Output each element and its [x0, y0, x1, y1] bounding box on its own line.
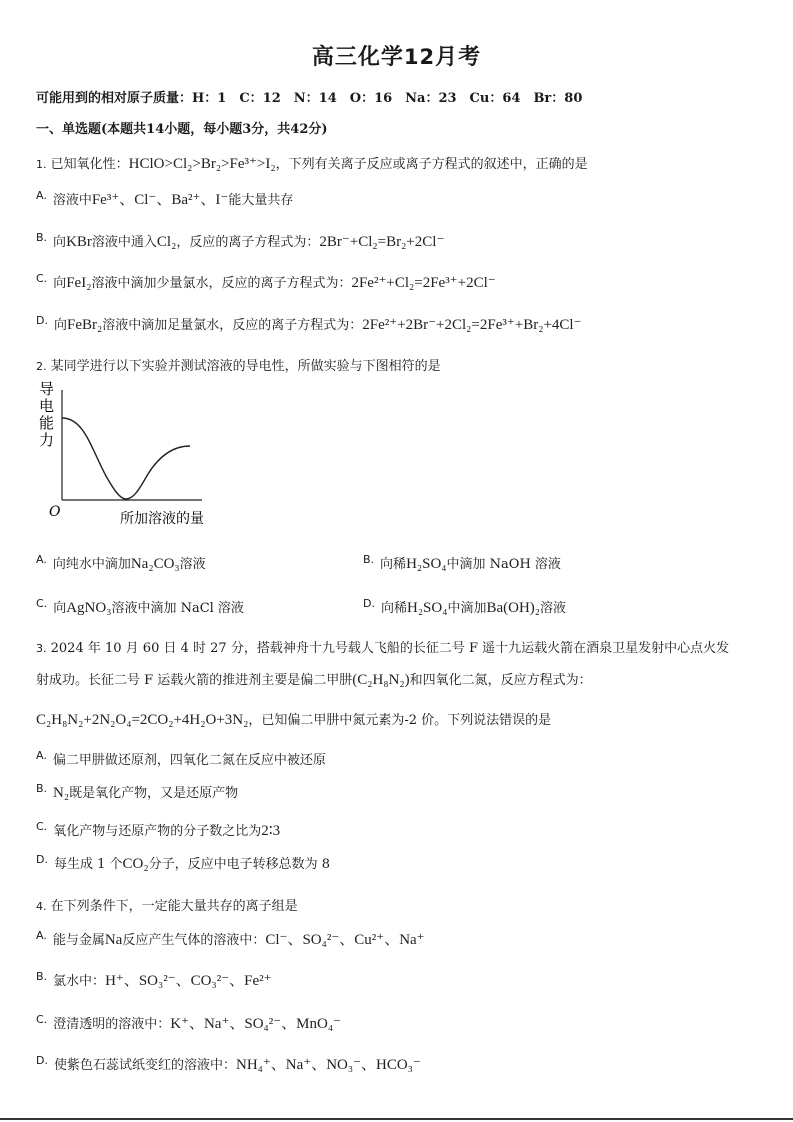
option-label: B. — [36, 970, 48, 983]
option-label: A. — [36, 929, 47, 942]
title-month: 12 — [403, 45, 436, 69]
q4-option-c — [36, 1012, 341, 1033]
option-text: 向纯水中滴加 — [52, 557, 131, 572]
graph-ylabel-3: 能 — [39, 414, 55, 432]
question-2 — [36, 355, 441, 374]
option-label: C. — [36, 1013, 48, 1026]
graph-ylabel-2: 电 — [39, 397, 55, 415]
question-stem-line-3: ，已知偏二甲肼中氮元素为-2 价。下列说法错误的是 — [248, 713, 552, 728]
graph-origin: O — [49, 504, 61, 520]
option-formula: H₂SO₄ — [406, 556, 447, 572]
q3-line-2 — [36, 669, 592, 689]
option-label: D. — [36, 853, 48, 866]
option-text: 每生成 1 个 — [53, 857, 123, 872]
option-text-post: 能大量共存 — [228, 193, 294, 208]
title-suffix: 月考 — [435, 44, 482, 70]
option-text-mid: 溶液中滴加足量氯水，反应的离子方程式为： — [102, 318, 363, 333]
option-label: D. — [36, 1054, 48, 1067]
q1-option-d — [36, 314, 582, 334]
question-stem-pre: 已知氧化性： — [50, 157, 129, 172]
option-text: 向稀 — [380, 601, 407, 616]
option-formula: 2∶3 — [261, 823, 281, 839]
option-label: C. — [36, 272, 48, 285]
q4-option-b — [36, 969, 272, 990]
option-label: D. — [36, 314, 48, 327]
question-1 — [36, 153, 588, 173]
q4-option-d — [36, 1053, 421, 1074]
question-stem: 在下列条件下，一定能大量共存的离子组是 — [50, 899, 298, 914]
option-text-mid: 溶液中滴加少量氯水，反应的离子方程式为： — [91, 276, 352, 291]
option-text-mid: 反应产生气体的溶液中： — [122, 933, 266, 948]
option-text: 氧化产物与还原产物的分子数之比为 — [53, 824, 262, 839]
option-text-post: ，反应的离子方程式为： — [176, 235, 320, 250]
q3-option-d — [36, 853, 330, 873]
option-text-mid: 溶液中通入 — [91, 235, 157, 250]
option-text: 向 — [53, 235, 67, 250]
option-formula: Fe³⁺、Cl⁻、Ba²⁺、I⁻ — [91, 192, 229, 208]
reaction-equation: C₂H₈N₂+2N₂O₄=2CO₂+4H₂O+3N₂ — [36, 712, 249, 728]
option-text: 能与金属 — [52, 933, 105, 948]
question-stem: 某同学进行以下实验并测试溶液的导电性，所做实验与下图相符的是 — [50, 359, 441, 374]
question-number: 2. — [36, 360, 47, 373]
option-ions: NH₄⁺、Na⁺、NO₃⁻、HCO₃⁻ — [235, 1057, 421, 1073]
option-equation: 2Fe²⁺+Cl₂=2Fe³⁺+2Cl⁻ — [351, 275, 496, 291]
option-text: 向 — [53, 318, 67, 333]
option-formula: FeBr₂ — [66, 317, 103, 333]
graph-curve — [62, 418, 190, 499]
q2-option-b — [363, 553, 561, 573]
option-formula-2: Cl₂ — [156, 234, 177, 250]
graph-xlabel: 所加溶液的量 — [120, 511, 204, 527]
question-4 — [36, 895, 298, 914]
question-stem-line-2: 射成功。长征二号 F 运载火箭的推进剂主要是偏二甲肼 — [36, 673, 353, 688]
option-formula: N₂ — [53, 785, 70, 801]
option-text: 澄清透明的溶液中： — [53, 1017, 171, 1032]
option-text-post: 溶液 — [179, 557, 206, 572]
question-stem-post: ，下列有关离子反应或离子方程式的叙述中，正确的是 — [275, 157, 588, 172]
q2-option-d — [363, 597, 566, 617]
option-ions: Cl⁻、SO₄²⁻、Cu²⁺、Na⁺ — [265, 932, 425, 948]
option-label: A. — [36, 749, 47, 762]
page-title — [0, 40, 793, 71]
option-text-post: 既是氧化产物，又是还原产物 — [69, 786, 239, 801]
q2-option-c — [36, 597, 244, 617]
question-stem-line-2-post: 和四氧化二氮，反应方程式为： — [409, 673, 592, 688]
question-3 — [36, 637, 729, 656]
q3-option-c — [36, 820, 280, 840]
question-number: 1. — [36, 158, 47, 171]
option-equation: 2Fe²⁺+2Br⁻+2Cl₂=2Fe³⁺+Br₂+4Cl⁻ — [362, 317, 582, 333]
title-text: 高三化学 — [311, 44, 404, 70]
q3-equation-line — [36, 709, 551, 729]
q3-option-b — [36, 782, 238, 802]
q1-option-c — [36, 272, 496, 292]
option-formula: AgNO₃ — [66, 600, 112, 616]
option-label: C. — [36, 820, 48, 833]
option-label: C. — [36, 597, 48, 610]
section-heading: 一、单选题(本题共14小题，每小题3分，共42分) — [36, 122, 328, 137]
option-text: 向稀 — [380, 557, 407, 572]
udmh-formula: (C₂H₈N₂) — [352, 672, 410, 688]
option-label: A. — [36, 189, 47, 202]
option-text-mid: 中滴加 — [447, 601, 487, 616]
option-formula: Na₂CO₃ — [130, 556, 180, 572]
option-text: 向 — [53, 601, 67, 616]
option-formula: FeI₂ — [66, 275, 92, 291]
option-formula: KBr — [66, 234, 92, 250]
graph-ylabel-1: 导 — [39, 380, 55, 398]
option-label: B. — [36, 782, 48, 795]
oxidation-order-formula: HClO>Cl₂>Br₂>Fe³⁺>I₂ — [128, 156, 276, 172]
q1-option-b — [36, 231, 444, 251]
option-formula: H₂SO₄ — [406, 600, 448, 616]
option-text: 偏二甲肼做还原剂，四氧化二氮在反应中被还原 — [52, 753, 326, 768]
question-stem-line-1: 2024 年 10 月 60 日 4 时 27 分，搭载神舟十九号载人飞船的长征二号 F 遥十九运载火箭在酒泉卫星发射中心点火发 — [50, 641, 730, 656]
q2-option-a — [36, 553, 206, 573]
conductivity-graph — [36, 378, 236, 538]
q1-option-a — [36, 188, 293, 209]
option-formula-2: Ba(OH)₂ — [486, 600, 541, 616]
q3-option-a — [36, 749, 326, 768]
option-formula: CO₂ — [122, 856, 149, 872]
graph-ylabel-4: 力 — [39, 431, 55, 449]
page-bottom-rule — [0, 1118, 793, 1120]
atomic-mass-line: 可能用到的相对原子质量：H：1 C：12 N：14 O：16 Na：23 Cu：64 Br：80 — [36, 91, 583, 106]
option-text-post: 溶液 — [540, 601, 567, 616]
question-number: 3. — [36, 642, 47, 655]
option-label: D. — [363, 597, 375, 610]
option-ions: K⁺、Na⁺、SO₄²⁻、MnO₄⁻ — [170, 1016, 341, 1032]
option-text: 溶液中 — [52, 193, 92, 208]
option-label: A. — [36, 553, 47, 566]
option-equation: 2Br⁻+Cl₂=Br₂+2Cl⁻ — [319, 234, 445, 250]
question-number: 4. — [36, 900, 47, 913]
option-text: 使紫色石蕊试纸变红的溶液中： — [53, 1058, 236, 1073]
option-ions: H⁺、SO₃²⁻、CO₃²⁻、Fe²⁺ — [105, 973, 272, 989]
option-label: B. — [363, 553, 375, 566]
option-text-post: 溶液中滴加 NaCl 溶液 — [111, 601, 244, 616]
option-text-post: 分子，反应中电子转移总数为 8 — [148, 857, 330, 872]
option-text: 向 — [53, 276, 67, 291]
option-label: B. — [36, 231, 48, 244]
q4-option-a — [36, 928, 425, 949]
option-text-post: 中滴加 NaOH 溶液 — [446, 557, 561, 572]
option-formula: Na — [104, 932, 123, 948]
option-text: 氯水中： — [53, 974, 106, 989]
